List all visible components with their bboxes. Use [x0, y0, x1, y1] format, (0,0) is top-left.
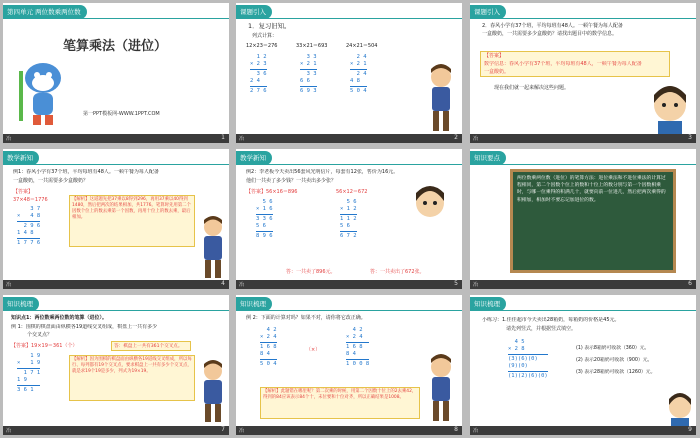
slide-thumbnail-3[interactable]: 课题引入 2．春风小学有37个班，平均每班有48人。一顿午餐为每人配备 一盒酸奶，一共需要多少盒酸奶？请找出题目中的数学信息。 【答案】 数学信息：春风小学有37个班，平均每班有48人，一顿午餐为每人配备 一盒酸奶。 现在我们就一起来解决这些问题。 冶 3: [470, 3, 696, 143]
unit-tag: 第四单元 两位数乘两位数: [3, 5, 87, 19]
slide-thumbnail-9[interactable]: 知识梳理 小练习：1.佳佳超市今天卖出28箱奶，每箱奶的价格是45元。 请先列竖式，并根据竖式填空。 4 5 × 2 8 (3)(6)(0) (9)(0) (1)(2)(6)(0) (1) 表示8箱奶可收款（360）元。 (2) 表示20箱奶可收款（900）元。 (3) 表示28箱奶可收款（1260）元。 冶 9: [470, 295, 696, 435]
vertical-calc-2: 3 3 × 2 1 3 3 6 6 6 9 3: [300, 54, 317, 94]
wrong-calc: 4 2 × 2 4 1 6 8 8 4 5 0 4: [260, 327, 277, 367]
vertical-calc: 3 7 × 4 8 2 9 6 1 4 8 1 7 7 6: [17, 206, 41, 246]
cartoon-boy-image: [650, 83, 690, 135]
vertical-calc: 4 5 × 2 8 (3)(6)(0) (9)(0) (1)(2)(6)(0): [508, 339, 548, 379]
explanation-box: 【解析】此题错在哪里呢？第二次乘的时候，用第二个因数十位上的2去乘42，得到的84应该表示84个十，末位要和十位对齐，所以正确结果是1008。: [260, 387, 420, 419]
site-credit: 第一PPT模板网-WWW.1PPT.COM: [83, 111, 160, 117]
vertical-calc-2: 5 6 × 1 2 1 1 2 5 6 6 7 2: [340, 199, 357, 239]
cartoon-student-image: [199, 359, 227, 425]
wrong-mark: （×）: [306, 347, 321, 353]
cartoon-boy-image: [412, 183, 448, 223]
slide-thumbnail-6[interactable]: 知识要点 两位数乘两位数（进位）的笔算方法：进位乘法和不进位乘法的计算过程相同，第二个因数个位上的数和十位上的数分别与第一个因数相乘时，与哪一位乘得的积满几十，就要向前一位进几，然后把两次乘得的积相加，相加时不要忘记加进位的数。 冶 6: [470, 149, 696, 289]
page-title: 笔算乘法（进位）: [63, 39, 168, 54]
expr-2: 33×21＝693: [296, 43, 328, 49]
vertical-calc-1: 5 6 × 1 6 3 3 6 5 6 8 9 6: [256, 199, 273, 239]
slide-thumbnail-2[interactable]: 课题引入 1．复习旧知。 列式计算： 12×23＝276 33×21＝693 24×21＝504 1 2 × 2 3 3 6 2 4 2 7 6 3 3 × 2 1 3 3 6 6 6 9 3 2 4 × 2 1 2 4 4 8 5 0 4 冶 2: [236, 3, 462, 143]
cartoon-student-image: [426, 353, 456, 425]
slide-thumbnail-7[interactable]: 知识梳理 知识点1：两位数乘两位数的笔算（进位）。 例 1：围棋的棋盘面由纵横各19道线交叉组成，棋盘上一共有多少 个交叉点？ 【答案】 19×19＝361（个） 答：棋盘上一共有361个交叉点。 1 9 × 1 9 1 7 1 1 9 3 6 1 【解析】因为围棋的棋盘面由纵横各19道线交叉组成，所以每行、每列都有19个交叉点，要求棋盘上一共有多少个交叉点，就是求19个19是多少，列式为19×19。 冶 7: [3, 295, 229, 435]
correct-calc: 4 2 × 2 4 1 6 8 8 4 1 0 0 8: [346, 327, 370, 367]
slide-sorter-grid: [3, 3, 697, 435]
cartoon-student-image: [426, 63, 456, 135]
slide-thumbnail-5[interactable]: 教学新知 例2：李老板今天卖出56套风光明信片，每套有12张，售价为16元。 他们一共卖了多少钱？一共卖出多少张？ 【答案】 56×16＝896 56×12＝672 5 6 × 1 6 3 3 6 5 6 8 9 6 5 6 × 1 2 1 1 2 5 6 6 7 2 答：一共卖了896元。 答：一共卖出了672张。 冶 5: [236, 149, 462, 289]
expr-1: 12×23＝276: [246, 43, 278, 49]
slide-number: 6: [688, 280, 692, 287]
vertical-calc-3: 2 4 × 2 1 2 4 4 8 5 0 4: [350, 54, 367, 94]
vertical-calc-1: 1 2 × 2 3 3 6 2 4 2 7 6: [250, 54, 267, 94]
slide-number: 8: [454, 426, 458, 433]
cartoon-boy-image: [666, 391, 694, 427]
slide-number: 9: [688, 426, 692, 433]
section-tag: 知识梳理: [236, 297, 272, 311]
expr-3: 24×21＝504: [346, 43, 378, 49]
slide-number: 5: [454, 280, 458, 287]
section-tag: 知识梳理: [3, 297, 39, 311]
fill-blank-3: (3) 表示28箱奶可收款（1260）元。: [576, 370, 656, 375]
section-tag: 课题引入: [470, 5, 506, 19]
slide-number: 7: [221, 426, 225, 433]
section-tag: 知识要点: [470, 151, 506, 165]
cartoon-student-image: [199, 215, 227, 281]
vertical-calc: 1 9 × 1 9 1 7 1 1 9 3 6 1: [17, 353, 41, 393]
slide-number: 1: [221, 134, 225, 141]
slide-number: 3: [688, 134, 692, 141]
key-point-text: 两位数乘两位数（进位）的笔算方法：进位乘法和不进位乘法的计算过程相同，第二个因数个位上的数和十位上的数分别与第一个因数相乘时，与哪一位乘得的积满几十，就要向前一位进几，然后把两次乘得的积相加，相加时不要忘记加进位的数。: [517, 176, 666, 203]
slide-thumbnail-8[interactable]: 知识梳理 例 2：下面的计算对吗？如果不对，请你将它改正确。 4 2 × 2 4 1 6 8 8 4 5 0 4 （×） 4 2 × 2 4 1 6 8 8 4 1 0 0 8 【解析】此题错在哪里呢？第二次乘的时候，用第二个因数十位上的2去乘42，得到的84应该表示84个十，末位要和十位对齐，所以正确结果是1008。 冶 8: [236, 295, 462, 435]
answer-box: 【答案】 数学信息：春风小学有37个班，平均每班有48人，一顿午餐为每人配备 一盒酸奶。: [480, 51, 670, 77]
fill-blank-2: (2) 表示20箱奶可收款（900）元。: [576, 358, 653, 363]
slide-thumbnail-4[interactable]: 教学新知 例1：春风小学有37个班，平均每班有48人。一顿午餐为每人配备 一盒酸奶，一共需要多少盒酸奶？ 【答案】 37×48＝1776 3 7 × 4 8 2 9 6 1 4 8 1 7 7 6 【解析】这道题先把37乘以8得到296，再用37乘以40得到1480，然后把两次的结果相加，共1776。笔算时先用第二个因数个位上的数去乘第一个因数，再用十位上的数去乘，最后相加。 冶 4: [3, 149, 229, 289]
explanation-box: 【解析】这道题先把37乘以8得到296，再用37乘以40得到1480，然后把两次的结果相加，共1776。笔算时先用第二个因数个位上的数去乘第一个因数，再用十位上的数去乘，最后相加。: [69, 195, 195, 247]
cartoon-cat-image: [11, 53, 71, 133]
chalkboard: [510, 169, 676, 273]
explanation-box: 【解析】因为围棋的棋盘面由纵横各19道线交叉组成，所以每行、每列都有19个交叉点，要求棋盘上一共有多少个交叉点，就是求19个19是多少，列式为19×19。: [69, 355, 195, 401]
fill-blank-1: (1) 表示8箱奶可收款（360）元。: [576, 346, 650, 351]
section-tag: 课题引入: [236, 5, 272, 19]
slide-thumbnail-1[interactable]: 第四单元 两位数乘两位数 笔算乘法（进位） 第一PPT模板网-WWW.1PPT.COM 冶 1: [3, 3, 229, 143]
section-tag: 知识梳理: [470, 297, 506, 311]
section-tag: 教学新知: [3, 151, 39, 165]
slide-number: 4: [221, 280, 225, 287]
section-tag: 教学新知: [236, 151, 272, 165]
slide-number: 2: [454, 134, 458, 141]
